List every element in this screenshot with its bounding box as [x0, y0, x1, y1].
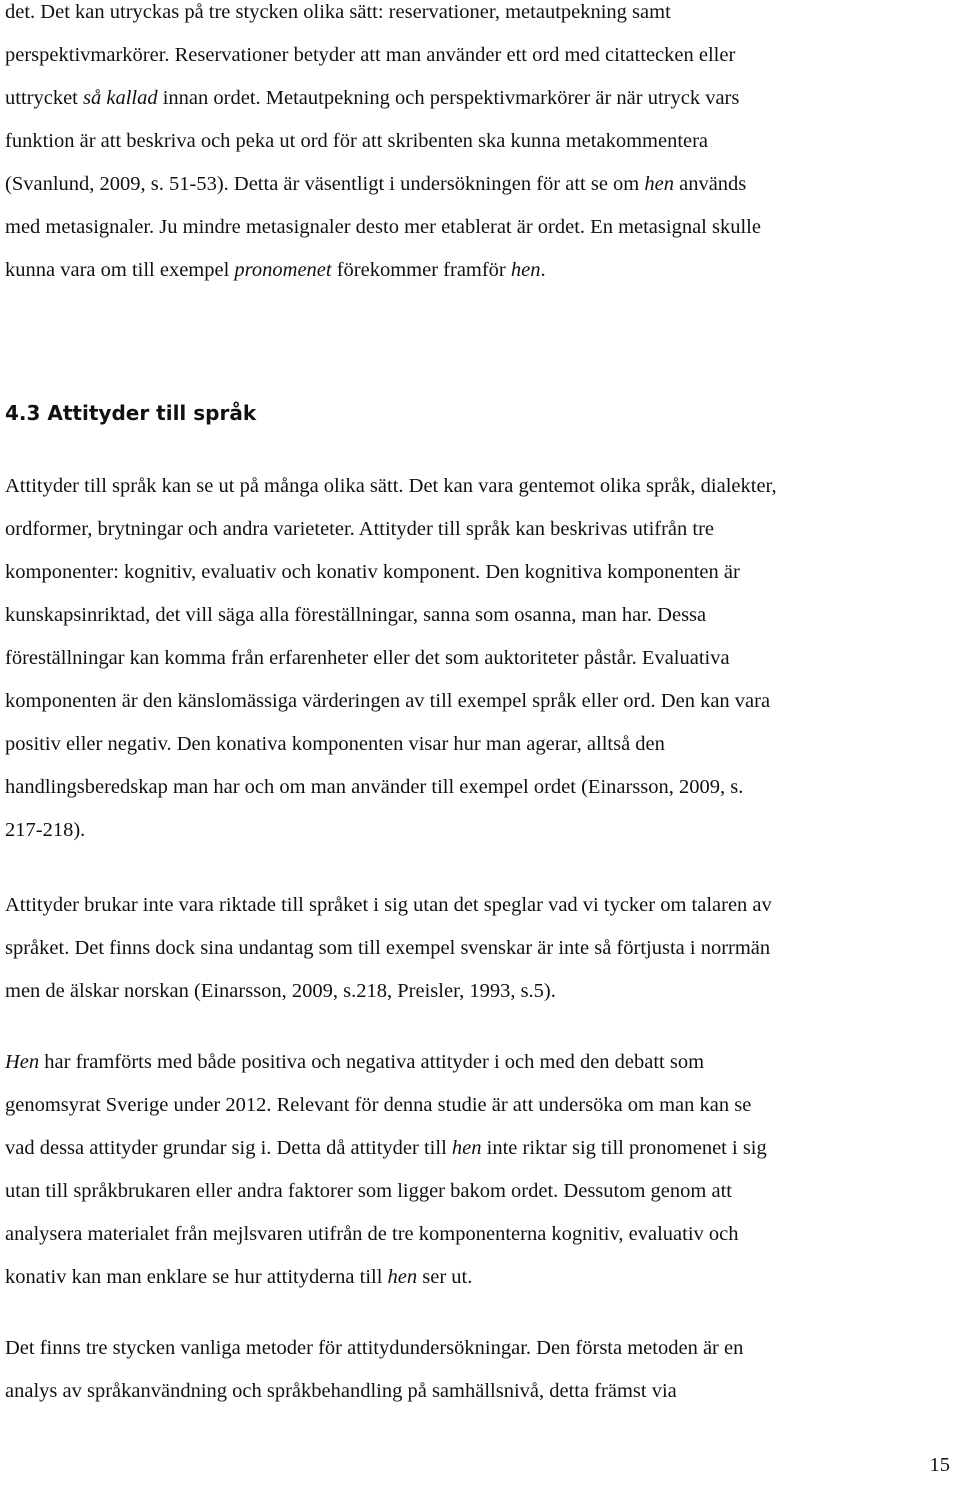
italic-term: pronomenet — [234, 259, 332, 281]
text-line: men de älskar norskan (Einarsson, 2009, s.218, Preisler, 1993, s.5). — [5, 980, 556, 1002]
text-line: analys av språkanvändning och språkbehandling på samhällsnivå, detta främst via — [5, 1380, 677, 1402]
paragraph-attitudes-components — [5, 465, 955, 852]
text-line: analysera materialet från mejlsvaren utifrån de tre komponenterna kognitiv, evaluativ och — [5, 1223, 739, 1245]
text-line: kunskapsinriktad, det vill säga alla föreställningar, sanna som osanna, man har. Dessa — [5, 604, 707, 626]
text-line: kunna vara om till exempel pronomenet förekommer framför hen. — [5, 259, 546, 281]
text-line: positiv eller negativ. Den konativa komponenten visar hur man agerar, alltså den — [5, 733, 665, 755]
text-line: föreställningar kan komma från erfarenheter eller det som auktoriteter påstår. Evaluativa — [5, 647, 730, 669]
text-line: uttrycket så kallad innan ordet. Metautpekning och perspektivmarkörer är när utryck vars — [5, 87, 740, 109]
text-line: vad dessa attityder grundar sig i. Detta då attityder till hen inte riktar sig till pronomenet i sig — [5, 1137, 767, 1159]
text-line: ordformer, brytningar och andra varieteter. Attityder till språk kan beskrivas utifrån tre — [5, 518, 715, 540]
text-line: (Svanlund, 2009, s. 51-53). Detta är väsentligt i undersökningen för att se om hen används — [5, 173, 747, 195]
text-line: utan till språkbrukaren eller andra faktorer som ligger bakom ordet. Dessutom genom att — [5, 1180, 732, 1202]
text-line: 217-218). — [5, 819, 86, 841]
italic-term: hen — [644, 173, 674, 195]
text-line: handlingsberedskap man har och om man använder till exempel ordet (Einarsson, 2009, s. — [5, 776, 744, 798]
italic-term: Hen — [5, 1051, 40, 1073]
italic-term: hen — [451, 1137, 482, 1159]
text-line: Det finns tre stycken vanliga metoder för attitydundersökningar. Den första metoden är en — [5, 1337, 744, 1359]
text-line: Attityder till språk kan se ut på många olika sätt. Det kan vara gentemot olika språk, dialekter, — [5, 475, 777, 497]
italic-term: hen — [387, 1266, 418, 1288]
text-line: perspektivmarkörer. Reservationer betyder att man använder ett ord med citattecken eller — [5, 44, 736, 66]
text-line: Attityder brukar inte vara riktade till språket i sig utan det speglar vad vi tycker om talaren av — [5, 894, 772, 916]
page-number: 15 — [929, 1454, 950, 1476]
italic-term: så kallad — [83, 87, 158, 109]
text-line: genomsyrat Sverige under 2012. Relevant för denna studie är att undersöka om man kan se — [5, 1094, 752, 1116]
italic-term: hen — [510, 259, 541, 281]
paragraph-methods — [5, 1327, 955, 1413]
text-line: språket. Det finns dock sina undantag som till exempel svenskar är inte så förtjusta i norrmän — [5, 937, 771, 959]
paragraph-attitudes-speakers — [5, 884, 955, 1013]
paragraph-hen-attitudes — [5, 1041, 955, 1299]
text-line: konativ kan man enklare se hur attityderna till hen ser ut. — [5, 1266, 473, 1288]
section-heading: 4.3 Attityder till språk — [5, 401, 257, 425]
text-line: komponenten är den känslomässiga värderingen av till exempel språk eller ord. Den kan vara — [5, 690, 771, 712]
text-line: Hen har framförts med både positiva och negativa attityder i och med den debatt som — [5, 1051, 705, 1073]
text-line: det. Det kan utryckas på tre stycken olika sätt: reservationer, metautpekning samt — [5, 1, 671, 23]
text-line: funktion är att beskriva och peka ut ord för att skribenten ska kunna metakommentera — [5, 130, 709, 152]
text-line: med metasignaler. Ju mindre metasignaler desto mer etablerat är ordet. En metasignal skulle — [5, 216, 761, 238]
paragraph-metasignals — [5, 0, 955, 292]
text-line: komponenter: kognitiv, evaluativ och konativ komponent. Den kognitiva komponenten är — [5, 561, 740, 583]
